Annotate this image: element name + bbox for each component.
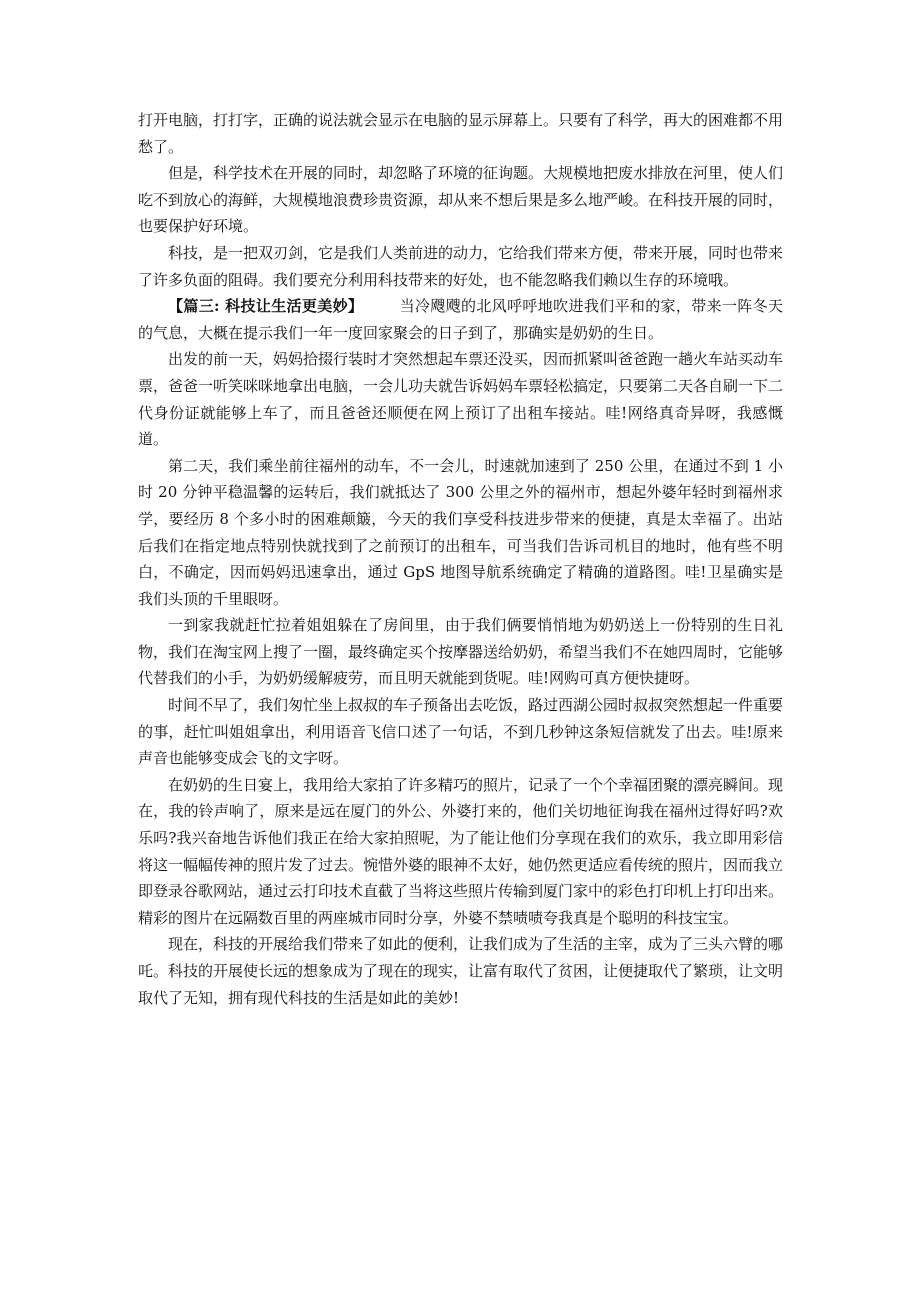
paragraph-1: 打开电脑，打打字，正确的说法就会显示在电脑的显示屏幕上。只要有了科学，再大的困难都不用愁了。 xyxy=(138,111,784,156)
paragraph-6: 第二天，我们乘坐前往福州的动车，不一会儿，时速就加速到了 250 公里，在通过不到 1 小时 20 分钟平稳温馨的运转后，我们就抵达了 300 公里之外的福州市，想起外婆年轻时到福州求学，要经历 8 个多小时的困难颠簸，今天的我们享受科技进步带来的便捷，真是太幸福了。出站后我们在指定地点特别快就找到了之前预订的出租车，可当我们告诉司机目的地时，他有些不明白，不确定，因而妈妈迅速拿出，通过 GpS 地图导航系统确定了精确的道路图。哇!卫星确实是我们头顶的千里眼呀。 xyxy=(138,456,783,608)
section-intro: 当冷飕飕的北风呼呼地吹进我们平和的家，带来一阵冬天的气息，大概在提示我们一年一度回家聚会的日子到了，那确实是奶奶的生日。 xyxy=(138,297,783,342)
paragraph-3: 科技，是一把双刃剑，它是我们人类前进的动力，它给我们带来方便，带来开展，同时也带来了许多负面的阻碍。我们要充分利用科技带来的好处，也不能忽略我们赖以生存的环境哦。 xyxy=(138,243,784,289)
paragraph-8: 时间不早了，我们匆忙坐上叔叔的车子预备出去吃饭，路过西湖公园时叔叔突然想起一件重要的事，赶忙叫姐姐拿出，利用语音飞信口述了一句话，不到几秒钟这条短信就发了出去。哇!原来声音也能够变成会飞的文字呀。 xyxy=(138,696,784,768)
paragraph-9: 在奶奶的生日宴上，我用给大家拍了许多精巧的照片，记录了一个个幸福团聚的漂亮瞬间。现在，我的铃声响了，原来是远在厦门的外公、外婆打来的，他们关切地征询我在福州过得好吗?欢乐吗?我兴奋地告诉他们我正在给大家拍照呢，为了能让他们分享现在我们的欢乐，我立即用彩信将这一幅幅传神的照片发了过去。惋惜外婆的眼神不太好，她仍然更适应看传统的照片，因而我立即登录谷歌网站，通过云打印技术直截了当将这些照片传输到厦门家中的彩色打印机上打印出来。精彩的图片在远隔数百里的两座城市同时分享，外婆不禁啧啧夸我真是个聪明的科技宝宝。 xyxy=(138,775,784,927)
document-page xyxy=(138,107,783,1011)
paragraph-10: 现在，科技的开展给我们带来了如此的便利，让我们成为了生活的主宰，成为了三头六臂的哪吒。科技的开展使长远的想象成为了现在的现实，让富有取代了贫困，让便捷取代了繁琐，让文明取代了无知，拥有现代科技的生活是如此的美妙! xyxy=(138,935,784,1007)
paragraph-7: 一到家我就赶忙拉着姐姐躲在了房间里，由于我们俩要悄悄地为奶奶送上一份特别的生日礼物，我们在淘宝网上搜了一圈，最终确定买个按摩器送给奶奶，希望当我们不在她四周时，它能够代替我们的小手，为奶奶缓解疲劳，而且明天就能到货呢。哇!网购可真方便快捷呀。 xyxy=(138,616,784,688)
paragraph-2: 但是，科学技术在开展的同时，却忽略了环境的征询题。大规模地把废水排放在河里，使人们吃不到放心的海鲜，大规模地浪费珍贵资源，却从来不想后果是多么地严峻。在科技开展的同时，也要保护好环境。 xyxy=(138,164,784,236)
paragraph-5: 出发的前一天，妈妈拾掇行装时才突然想起车票还没买，因而抓紧叫爸爸跑一趟火车站买动车票，爸爸一听笑咪咪地拿出电脑，一会儿功夫就告诉妈妈车票轻松搞定，只要第二天各自刷一下二代身份证就能够上车了，而且爸爸还顺便在网上预订了出租车接站。哇!网络真奇异呀，我感慨道。 xyxy=(138,350,784,449)
section-heading: 【篇三: 科技让生活更美妙】 xyxy=(168,297,364,316)
section-paragraph xyxy=(138,293,783,346)
